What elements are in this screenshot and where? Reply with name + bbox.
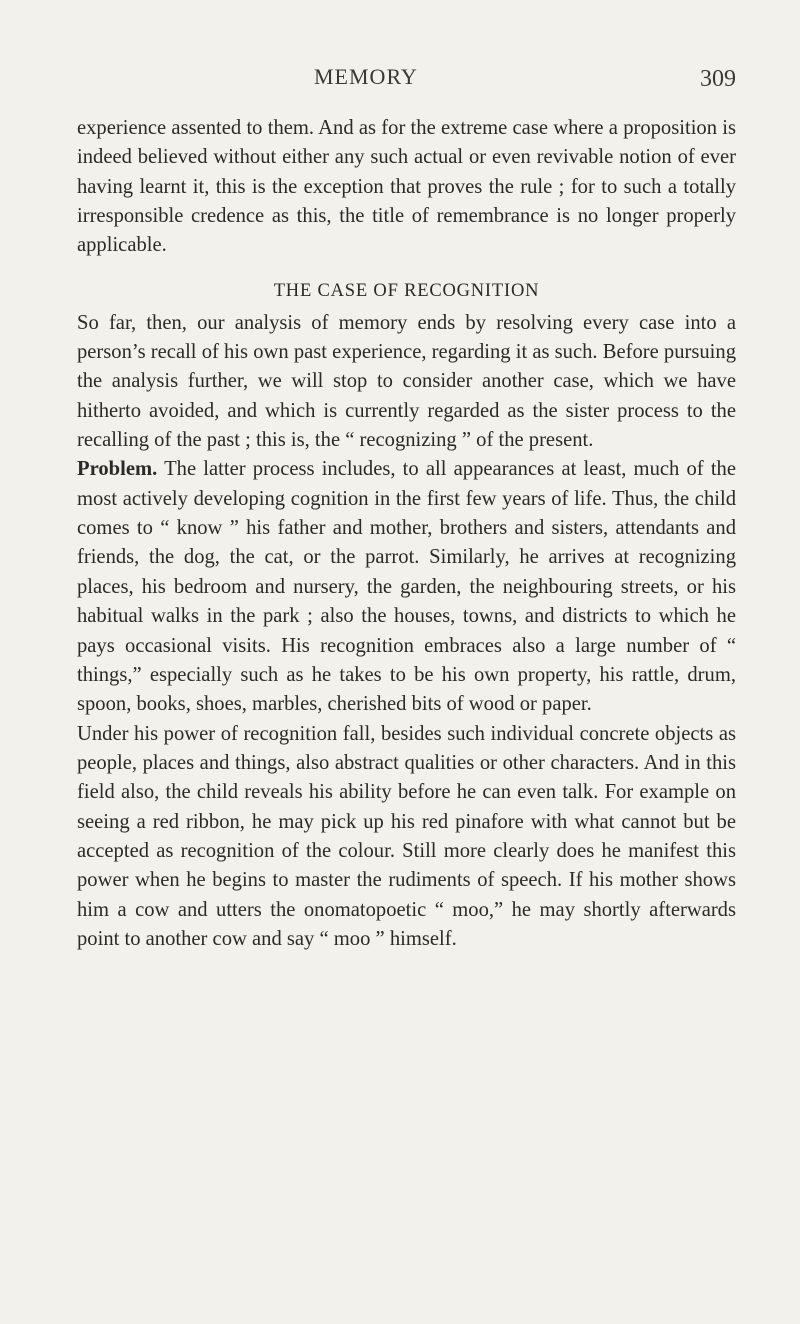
running-head <box>0 64 800 94</box>
paragraph-2: So far, then, our analysis of memory ends by resolving every case into a person’s recall of his own past experience, regarding it as such. Before pursuing the analysis further, we will stop to consider another case, which we have hitherto avoided, and which is currently regarded as the sister process to the recalling of the past ; this is, the “ recognizing ” of the present. <box>77 311 736 452</box>
paragraph-3-text: The latter process includes, to all appearances at least, much of the most actively developing cognition in the first few years of life. Thus, the child comes to “ know ” his father and mother, brothers and sisters, attendants and friends, the dog, the cat, or the parrot. Similarly, he arrives at recognizing places, his bedroom and nursery, the garden, the neighbouring streets, or his habitual walks in the park ; also the houses, towns, and districts to which he pays occasional visits. His recognition embraces also a large number of “ things,” especially such as he takes to be his own property, his rattle, drum, spoon, books, shoes, marbles, cherished bits of wood or paper. <box>77 458 736 716</box>
paragraph-4: Under his power of recognition fall, besides such individual concrete objects as people, places and things, also abstract qualities or other characters. And in this field also, the child reveals his ability before he can even talk. For example on seeing a red ribbon, he may pick up his red pinafore with what cannot but be accepted as recognition of the colour. Still more clearly does he manifest this power when he begins to master the rudiments of speech. If his mother shows him a cow and utters the onomatopoetic “ moo,” he may shortly afterwards point to another cow and say “ moo ” himself. <box>77 722 736 950</box>
paragraph-1: experience assented to them. And as for the extreme case where a proposition is indeed believed without either any such actual or even revivable notion of ever having learnt it, this is the exception that proves the rule ; for to such a totally irresponsible credence as this, the title of remembrance is no longer properly applicable. <box>77 117 736 257</box>
running-title: MEMORY <box>314 64 418 89</box>
page-number: 309 <box>700 66 736 92</box>
section-heading: THE CASE OF RECOGNITION <box>273 280 540 301</box>
run-in-heading: Problem. <box>77 458 158 481</box>
body-text <box>77 114 736 954</box>
paragraph-3 <box>77 455 736 719</box>
